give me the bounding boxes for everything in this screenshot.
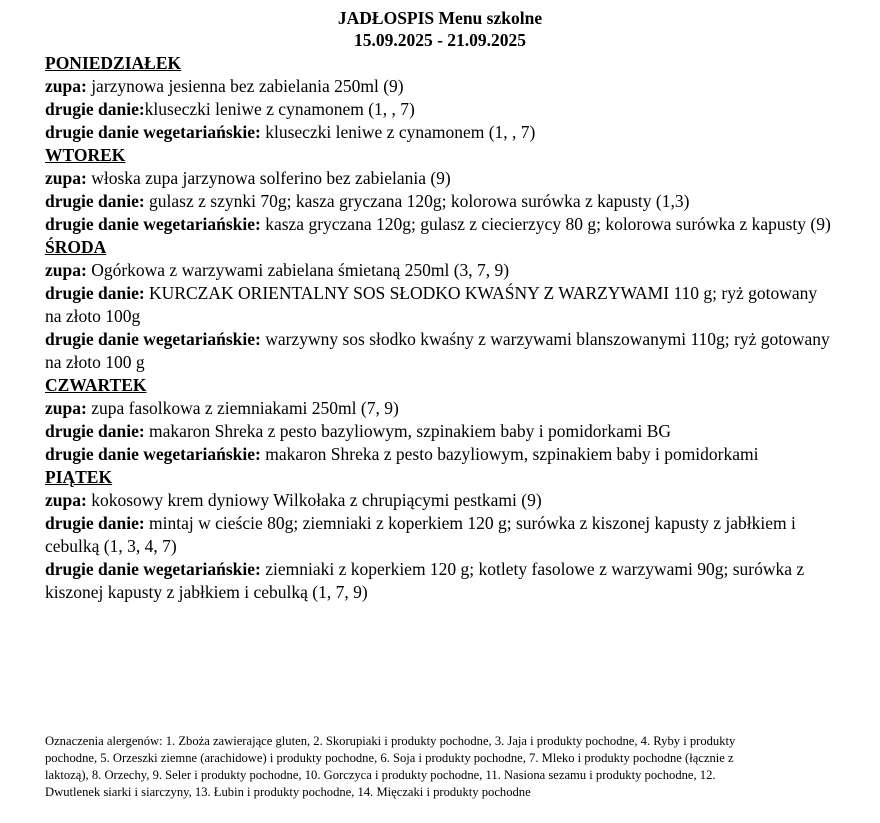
day-title: CZWARTEK (45, 375, 147, 395)
entry-text: ziemniaki z koperkiem 120 g; kotlety fasolowe z warzywami 90g; surówka z kiszonej kapusty z jabłkiem i cebulką (1, 7, 9) (45, 559, 805, 602)
vegetarian-course-entry (45, 328, 835, 374)
document-title: JADŁOSPIS Menu szkolne (337, 8, 543, 28)
entry-label: zupa: (45, 398, 87, 418)
entry-label: drugie danie wegetariańskie: (45, 444, 261, 464)
entry-text: jarzynowa jesienna bez zabielania 250ml (9) (86, 76, 404, 96)
entry-label: drugie danie wegetariańskie: (45, 214, 261, 234)
entry-text: mintaj w cieście 80g; ziemniaki z koperkiem 120 g; surówka z kiszonej kapusty z jabłkiem i cebulką (1, 3, 4, 7) (45, 513, 796, 556)
entry-label: drugie danie: (45, 283, 145, 303)
day-title: PONIEDZIAŁEK (45, 53, 182, 73)
main-course-entry (45, 190, 835, 213)
day-section-thursday (45, 374, 835, 466)
vegetarian-course-entry (45, 213, 835, 236)
day-section-monday (45, 52, 835, 144)
vegetarian-course-entry (45, 443, 835, 466)
soup-entry (45, 75, 835, 98)
main-course-entry (45, 512, 835, 558)
entry-label: zupa: (45, 490, 87, 510)
main-course-entry (45, 420, 835, 443)
document-header (0, 7, 880, 51)
vegetarian-course-entry (45, 121, 835, 144)
day-section-tuesday (45, 144, 835, 236)
entry-label: drugie danie: (45, 513, 145, 533)
allergen-legend: Oznaczenia alergenów: 1. Zboża zawierające gluten, 2. Skorupiaki i produkty pochodne, 3. Jaja i produkty pochodne, 4. Ryby i produkty pochodne, 5. Orzeszki ziemne (arachidowe) i produkty pochodne, 6. Soja i produkty pochodne, 7. Mleko i produkty pochodne (łącznie z laktozą), 8. Orzechy, 9. Seler i produkty pochodne, 10. Gorczyca i produkty pochodne, 11. Nasiona sezamu i produkty pochodne, 12. Dwutlenek siarki i siarczyny, 13. Łubin i produkty pochodne, 14. Mięczaki i produkty pochodne (45, 733, 736, 800)
day-title: ŚRODA (45, 237, 107, 257)
entry-text: makaron Shreka z pesto bazyliowym, szpinakiem baby i pomidorkami BG (144, 421, 672, 441)
entry-text: gulasz z szynki 70g; kasza gryczana 120g; kolorowa surówka z kapusty (1,3) (144, 191, 690, 211)
day-section-wednesday (45, 236, 835, 374)
date-range: 15.09.2025 - 21.09.2025 (353, 30, 527, 50)
entry-text: kluseczki leniwe z cynamonem (1, , 7) (260, 122, 536, 142)
day-title: WTOREK (45, 145, 126, 165)
entry-text: KURCZAK ORIENTALNY SOS SŁODKO KWAŚNY Z WARZYWAMI 110 g; ryż gotowany na złoto 100g (45, 283, 818, 326)
entry-text: makaron Shreka z pesto bazyliowym, szpinakiem baby i pomidorkami (260, 444, 759, 464)
entry-text: kluseczki leniwe z cynamonem (1, , 7) (144, 99, 415, 119)
entry-text: włoska zupa jarzynowa solferino bez zabielania (9) (86, 168, 451, 188)
main-course-entry (45, 98, 835, 121)
soup-entry (45, 489, 835, 512)
entry-text: kasza gryczana 120g; gulasz z ciecierzycy 80 g; kolorowa surówka z kapusty (9) (260, 214, 831, 234)
entry-label: drugie danie wegetariańskie: (45, 329, 261, 349)
entry-label: zupa: (45, 260, 87, 280)
weekly-menu (45, 52, 835, 604)
soup-entry (45, 397, 835, 420)
entry-label: drugie danie wegetariańskie: (45, 122, 261, 142)
soup-entry (45, 167, 835, 190)
main-course-entry (45, 282, 835, 328)
entry-text: kokosowy krem dyniowy Wilkołaka z chrupiącymi pestkami (9) (86, 490, 542, 510)
day-title: PIĄTEK (45, 467, 113, 487)
entry-text: zupa fasolkowa z ziemniakami 250ml (7, 9) (86, 398, 399, 418)
vegetarian-course-entry (45, 558, 835, 604)
entry-text: warzywny sos słodko kwaśny z warzywami blanszowanymi 110g; ryż gotowany na złoto 100 g (45, 329, 830, 372)
entry-text: Ogórkowa z warzywami zabielana śmietaną 250ml (3, 7, 9) (86, 260, 510, 280)
entry-label: zupa: (45, 76, 87, 96)
soup-entry (45, 259, 835, 282)
entry-label: drugie danie: (45, 99, 145, 119)
entry-label: drugie danie: (45, 191, 145, 211)
entry-label: drugie danie wegetariańskie: (45, 559, 261, 579)
entry-label: zupa: (45, 168, 87, 188)
entry-label: drugie danie: (45, 421, 145, 441)
day-section-friday (45, 466, 835, 604)
